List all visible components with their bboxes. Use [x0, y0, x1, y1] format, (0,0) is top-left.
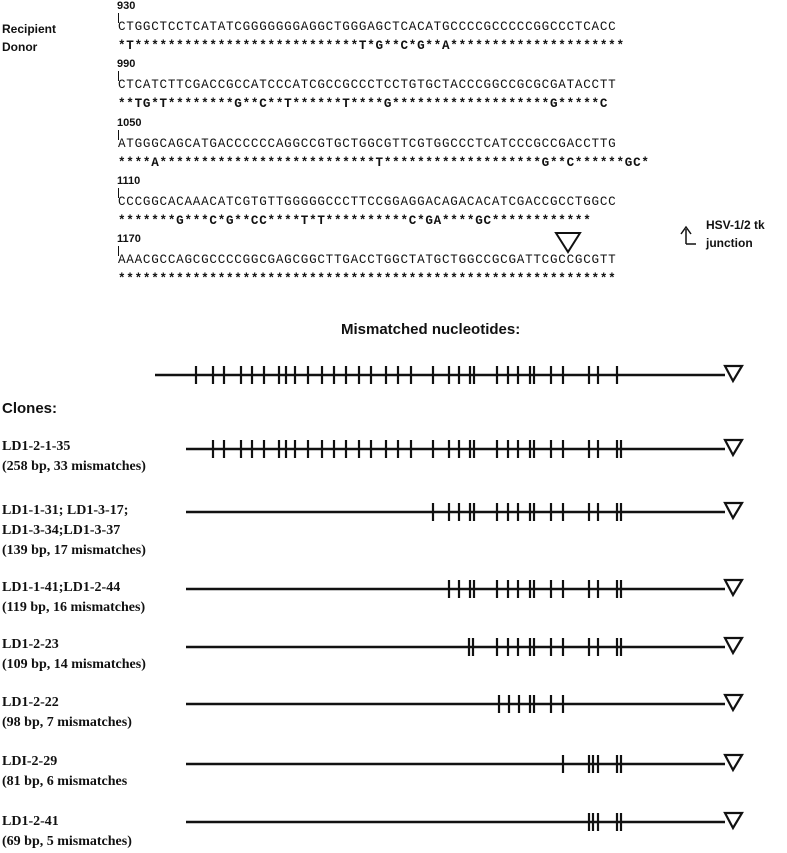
- clone-detail-1: (258 bp, 33 mismatches): [2, 459, 146, 474]
- clone-name-6: LDI-2-29: [2, 754, 58, 769]
- position-1170: 1170: [117, 233, 141, 245]
- clone-name-2: LD1-1-31; LD1-3-17;: [2, 503, 129, 518]
- position-1050: 1050: [117, 117, 142, 129]
- mismatch-title: Mismatched nucleotides:: [341, 321, 521, 338]
- clone-name-1: LD1-2-1-35: [2, 439, 71, 454]
- recipient-seq-1050: ATGGGCAGCATGACCCCCCAGGCCGTGCTGGCGTTCGTGGCCCTCATCCCGCCGACCTTG: [118, 137, 617, 151]
- clone-detail-5: (98 bp, 7 mismatches): [2, 715, 132, 730]
- junction-triangle-icon: [725, 638, 742, 653]
- recipient-seq-1170: AAACGCCAGCGCCCCGGCGAGCGGCTTGACCTGGCTATGCTGGCCGCGATTCGCCGCGTT: [118, 253, 617, 267]
- clone-detail-6: (81 bp, 6 mismatches: [2, 774, 128, 789]
- clone-track-3: [186, 580, 742, 598]
- position-930: 930: [117, 0, 136, 12]
- position-990: 990: [117, 58, 136, 70]
- recipient-seq-1110: CCCGGCACAAACATCGTGTTGGGGGCCCTTCCGGAGGACAGACACATCGACCGCCTGGCC: [118, 195, 617, 209]
- clone-name-2-extra: LD1-3-34;LD1-3-37: [2, 523, 121, 538]
- clone-detail-7: (69 bp, 5 mismatches): [2, 834, 132, 849]
- clone-track-2: [186, 503, 742, 521]
- donor-seq-1110: *******G***C*G**CC****T*T**********C*GA****GC************: [118, 214, 592, 228]
- donor-seq-1050: ****A**************************T*******************G**C******GC*: [118, 156, 650, 170]
- recipient-label: Recipient: [2, 22, 57, 36]
- donor-label: Donor: [2, 40, 38, 54]
- clone-name-5: LD1-2-22: [2, 695, 59, 710]
- junction-marker-triangle: [556, 233, 580, 252]
- clone-track-7: [186, 813, 742, 831]
- junction-label-line1: HSV-1/2 tk: [706, 218, 765, 232]
- clone-name-7: LD1-2-41: [2, 814, 59, 829]
- position-1110: 1110: [117, 175, 141, 187]
- junction-triangle-icon: [725, 503, 742, 518]
- clone-name-3: LD1-1-41;LD1-2-44: [2, 580, 121, 595]
- junction-triangle-icon: [725, 366, 742, 381]
- junction-triangle-icon: [725, 695, 742, 710]
- donor-seq-930: *T***************************T*G**C*G**A*********************: [118, 39, 625, 53]
- junction-triangle-icon: [725, 813, 742, 828]
- donor-seq-990: **TG*T********G**C**T******T****G*******************G*****C: [118, 97, 609, 111]
- clones-title: Clones:: [2, 400, 58, 417]
- junction-label-line2: junction: [706, 236, 753, 250]
- donor-seq-1170: ************************************************************: [118, 272, 617, 286]
- recipient-seq-990: CTCATCTTCGACCGCCATCCCATCGCCGCCCTCCTGTGCTACCCGGCCGCGCGATACCTT: [118, 78, 617, 92]
- mismatch-summary-track: [155, 366, 742, 384]
- clone-track-1: [186, 440, 742, 458]
- clone-detail-4: (109 bp, 14 mismatches): [2, 657, 146, 672]
- clone-name-4: LD1-2-23: [2, 637, 59, 652]
- clone-track-5: [186, 695, 742, 713]
- clone-detail-2: (139 bp, 17 mismatches): [2, 543, 146, 558]
- junction-triangle-icon: [725, 440, 742, 455]
- clone-detail-3: (119 bp, 16 mismatches): [2, 600, 146, 615]
- junction-triangle-icon: [725, 580, 742, 595]
- clone-track-6: [186, 755, 742, 773]
- junction-triangle-icon: [725, 755, 742, 770]
- recipient-seq-930: CTGGCTCCTCATATCGGGGGGGAGGCTGGGAGCTCACATGCCCCGCCCCCGGCCCTCACC: [118, 20, 617, 34]
- clone-track-4: [186, 638, 742, 656]
